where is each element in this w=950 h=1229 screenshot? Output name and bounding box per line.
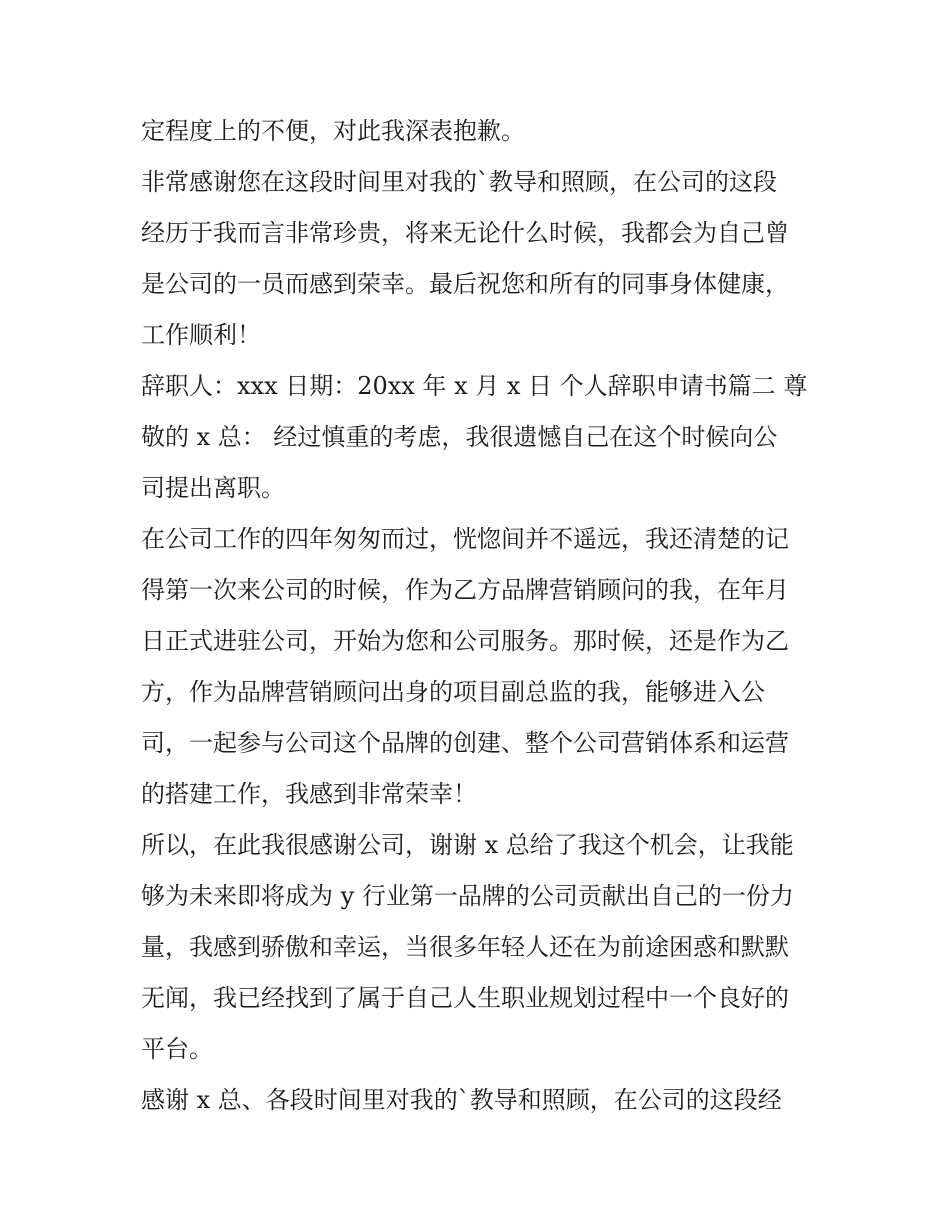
- text-line: 方，作为品牌营销顾问出身的项目副总监的我，能够进入公: [141, 678, 765, 706]
- paragraph-gratitude: [141, 820, 821, 1075]
- text-line: 得第一次来公司的时候，作为乙方品牌营销顾问的我，在年月: [141, 576, 789, 604]
- text-line: 辞职人：xxx 日期：20xx 年 x 月 x 日 个人辞职申请书篇二 尊: [141, 372, 808, 400]
- text-line: 经历于我而言非常珍贵，将来无论什么时候，我都会为自己曾: [141, 219, 789, 247]
- text-line: 无闻，我已经找到了属于自己人生职业规划过程中一个良好的: [141, 984, 789, 1012]
- text-line: 量，我感到骄傲和幸运，当很多年轻人还在为前途困惑和默默: [141, 933, 789, 961]
- text-line: 司提出离职。: [141, 474, 285, 502]
- text-line: 的搭建工作，我感到非常荣幸！: [141, 780, 477, 808]
- text-line: 日正式进驻公司，开始为您和公司服务。那时候，还是作为乙: [141, 627, 789, 655]
- text-line: 是公司的一员而感到荣幸。最后祝您和所有的同事身体健康，: [141, 270, 789, 298]
- text-line: 司，一起参与公司这个品牌的创建、整个公司营销体系和运营: [141, 729, 789, 757]
- text-line: 所以，在此我很感谢公司，谢谢 x 总给了我这个机会，让我能: [141, 831, 794, 859]
- document-body: [141, 106, 821, 1126]
- paragraph-four-years: [141, 514, 821, 820]
- paragraph-thanks-x-boss: [141, 1075, 821, 1126]
- paragraph-apology-end: [141, 106, 821, 157]
- text-line: 工作顺利！: [141, 321, 261, 349]
- text-line: 定程度上的不便，对此我深表抱歉。: [141, 117, 525, 145]
- paragraph-thanks: [141, 157, 821, 361]
- text-line: 感谢 x 总、各段时间里对我的`教导和照顾，在公司的这段经: [141, 1086, 782, 1114]
- paragraph-signature-and-letter-two-opening: [141, 361, 821, 514]
- text-line: 敬的 x 总： 经过慎重的考虑，我很遗憾自己在这个时候向公: [141, 423, 778, 451]
- text-line: 非常感谢您在这段时间里对我的`教导和照顾，在公司的这段: [141, 168, 777, 196]
- text-line: 平台。: [141, 1035, 213, 1063]
- text-line: 够为未来即将成为 y 行业第一品牌的公司贡献出自己的一份力: [141, 882, 794, 910]
- text-line: 在公司工作的四年匆匆而过，恍惚间并不遥远，我还清楚的记: [141, 525, 789, 553]
